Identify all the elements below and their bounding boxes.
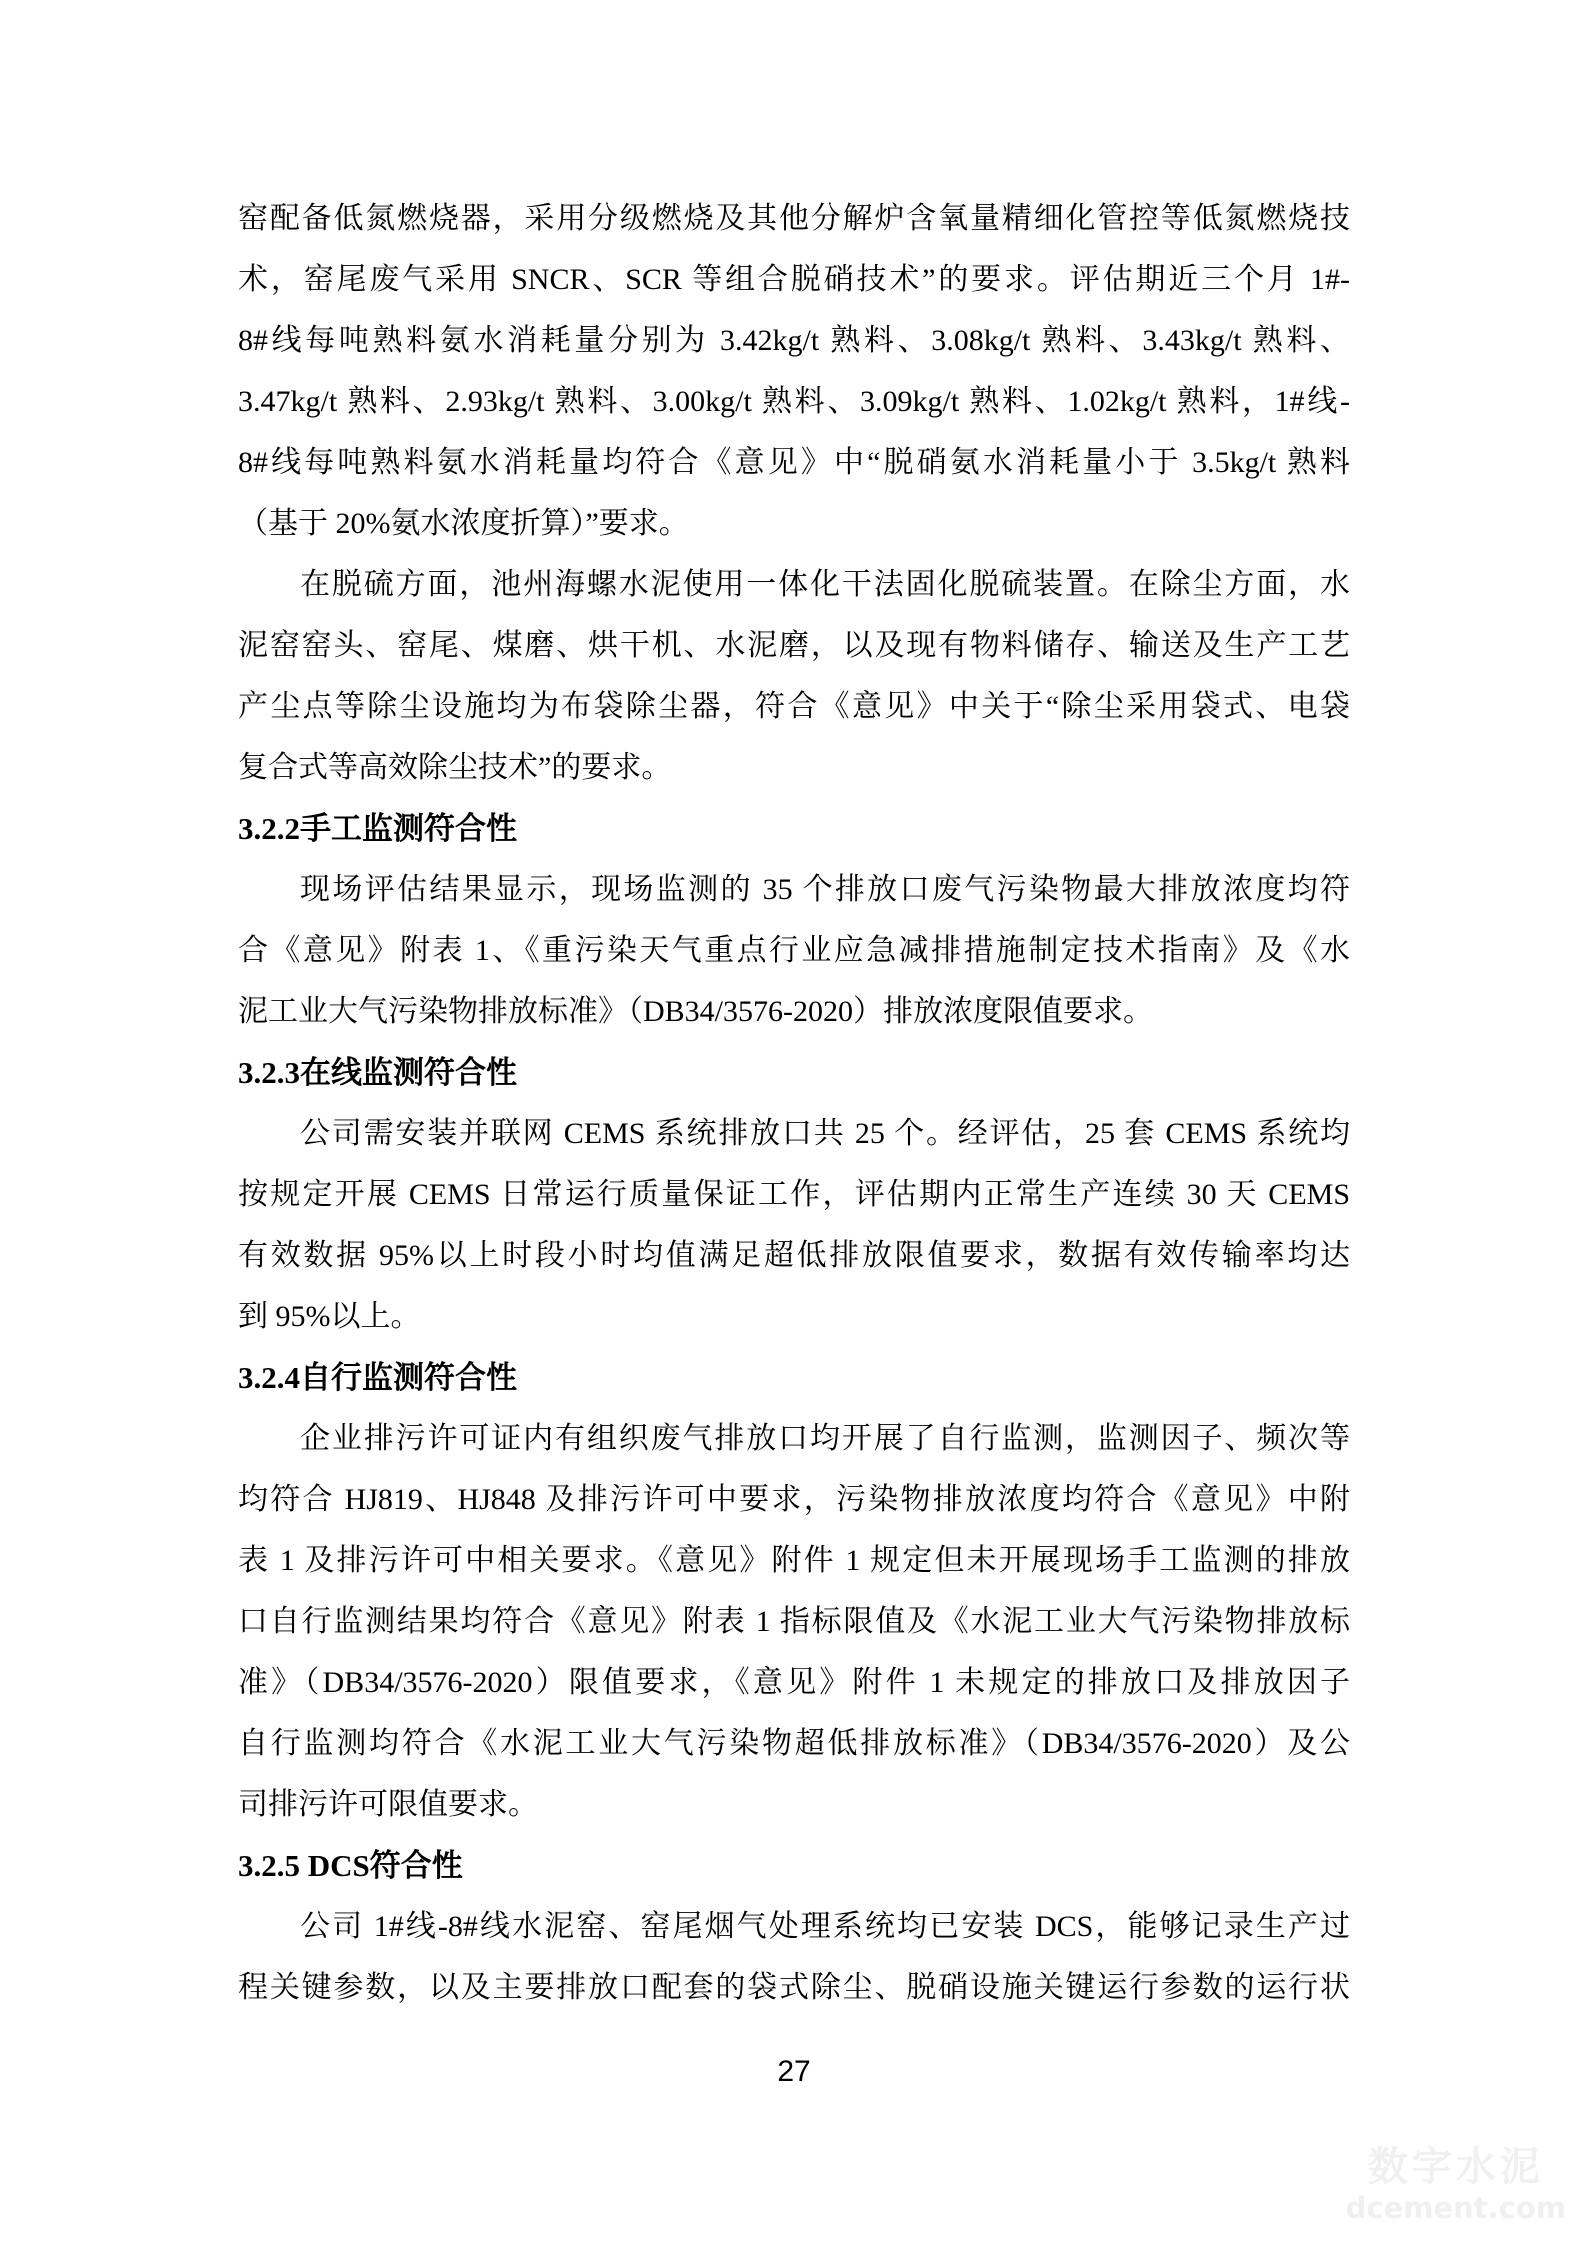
text-line: 到 95%以上。 (238, 1300, 421, 1333)
text-line: 有效数据 95%以上时段小时均值满足超低排放限值要求，数据有效传输率均达 (238, 1239, 1350, 1272)
text-line: 自行监测均符合《水泥工业大气污染物超低排放标准》（DB34/3576-2020）及公 (238, 1727, 1350, 1760)
text-line: 复合式等高效除尘技术”的要求。 (238, 751, 672, 784)
watermark-title: 数字水泥 (1367, 2144, 1544, 2190)
text-line: 8#线每吨熟料氨水消耗量分别为 3.42kg/t 熟料、3.08kg/t 熟料、3.43kg/t 熟料、 (238, 324, 1350, 357)
text-line: 表 1 及排污许可中相关要求。《意见》附件 1 规定但未开展现场手工监测的排放 (238, 1544, 1350, 1577)
text-line: 3.47kg/t 熟料、2.93kg/t 熟料、3.00kg/t 熟料、3.09kg/t 熟料、1.02kg/t 熟料，1#线- (238, 385, 1350, 418)
text-line: 泥工业大气污染物排放标准》（DB34/3576-2020）排放浓度限值要求。 (238, 995, 1153, 1028)
text-line: 程关键参数，以及主要排放口配套的袋式除尘、脱硝设施关键运行参数的运行状 (238, 1971, 1350, 2004)
text-line: 均符合 HJ819、HJ848 及排污许可中要求，污染物排放浓度均符合《意见》中附 (238, 1483, 1350, 1516)
section-heading-3-2-5: 3.2.5 DCS符合性 (238, 1848, 463, 1883)
text-line: 企业排污许可证内有组织废气排放口均开展了自行监测，监测因子、频次等 (300, 1422, 1350, 1455)
text-line: 口自行监测结果均符合《意见》附表 1 指标限值及《水泥工业大气污染物排放标 (238, 1605, 1350, 1638)
watermark-subtitle: dcement.com (1345, 2191, 1566, 2225)
text-line: 8#线每吨熟料氨水消耗量均符合《意见》中“脱硝氨水消耗量小于 3.5kg/t 熟料 (238, 446, 1350, 479)
text-line: 在脱硫方面，池州海螺水泥使用一体化干法固化脱硫装置。在除尘方面，水 (300, 568, 1350, 601)
section-heading-3-2-4: 3.2.4自行监测符合性 (238, 1360, 517, 1395)
text-line: 现场评估结果显示，现场监测的 35 个排放口废气污染物最大排放浓度均符 (300, 873, 1350, 906)
watermark (1346, 2143, 1566, 2225)
text-line: 准》（DB34/3576-2020）限值要求，《意见》附件 1 未规定的排放口及排放因子 (238, 1666, 1350, 1699)
text-line: 术，窑尾废气采用 SNCR、SCR 等组合脱硝技术”的要求。评估期近三个月 1#- (238, 263, 1350, 296)
text-line: 窑配备低氮燃烧器，采用分级燃烧及其他分解炉含氧量精细化管控等低氮燃烧技 (238, 202, 1350, 235)
text-line: 司排污许可限值要求。 (238, 1788, 538, 1821)
text-line: 合《意见》附表 1、《重污染天气重点行业应急减排措施制定技术指南》及《水 (238, 934, 1350, 967)
text-line: 公司需安装并联网 CEMS 系统排放口共 25 个。经评估，25 套 CEMS 系统均 (300, 1117, 1350, 1150)
page-number: 27 (777, 2055, 811, 2088)
text-line: 公司 1#线-8#线水泥窑、窑尾烟气处理系统均已安装 DCS，能够记录生产过 (300, 1910, 1350, 1943)
section-heading-3-2-3: 3.2.3在线监测符合性 (238, 1055, 517, 1090)
text-line: （基于 20%氨水浓度折算）”要求。 (238, 507, 689, 540)
document-body (238, 188, 1350, 2018)
text-line: 按规定开展 CEMS 日常运行质量保证工作，评估期内正常生产连续 30 天 CEMS (238, 1178, 1350, 1211)
section-heading-3-2-2: 3.2.2手工监测符合性 (238, 811, 517, 846)
text-line: 泥窑窑头、窑尾、煤磨、烘干机、水泥磨，以及现有物料储存、输送及生产工艺 (238, 629, 1350, 662)
text-line: 产尘点等除尘设施均为布袋除尘器，符合《意见》中关于“除尘采用袋式、电袋 (238, 690, 1350, 723)
